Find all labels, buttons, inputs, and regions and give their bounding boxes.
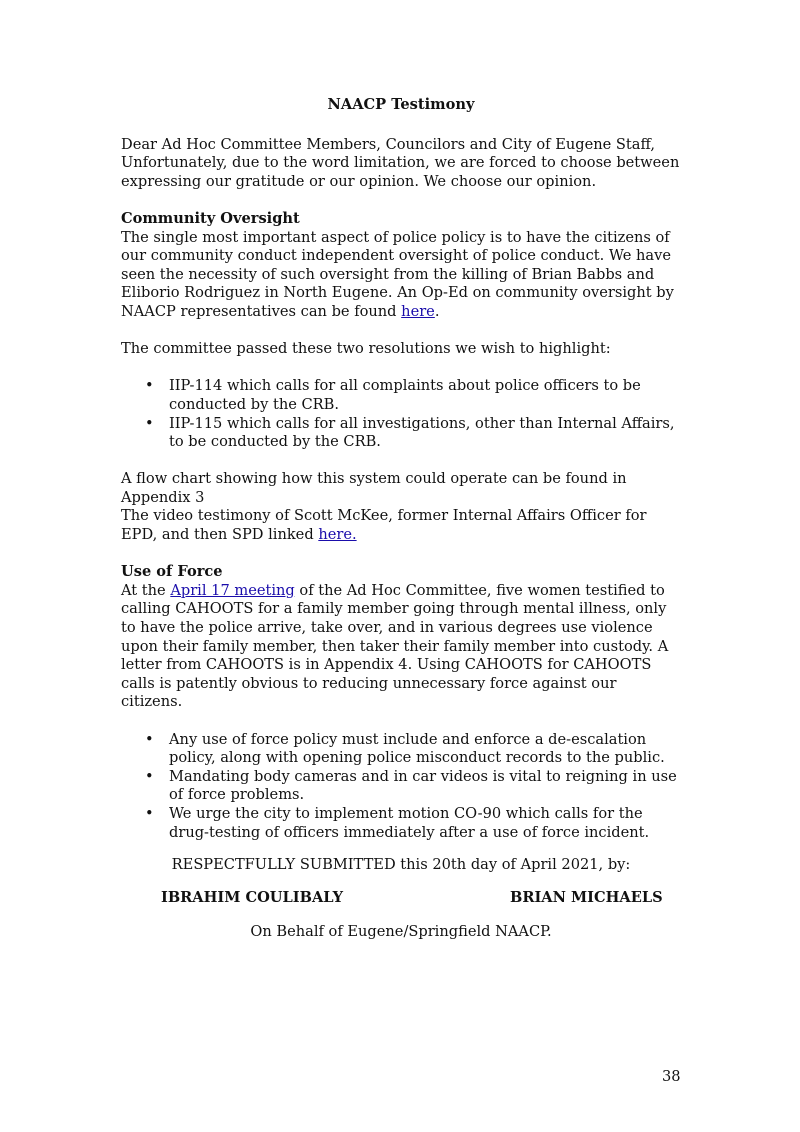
community-oversight-heading: Community Oversight bbox=[121, 209, 300, 227]
list-item: • IIP-115 which calls for all investigations, other than Internal Affairs, to be conducted by the CRB. bbox=[169, 415, 681, 452]
intro-text: Unfortunately, due to the word limitation, we are forced to choose between expressing our gratitude or our opinion. We choose our opinion. bbox=[121, 154, 680, 190]
use-of-force-list bbox=[121, 731, 681, 843]
page-title: NAACP Testimony bbox=[327, 96, 475, 113]
list-item: • Any use of force policy must include and enforce a de-escalation policy, along with opening police misconduct records to the public. bbox=[169, 731, 681, 768]
resolutions-intro: The committee passed these two resolutions we wish to highlight: bbox=[121, 340, 611, 358]
document-page bbox=[121, 96, 681, 942]
list-item: • We urge the city to implement motion CO-90 which calls for the drug-testing of officers immediately after a use of force incident. bbox=[169, 805, 681, 842]
page-number: 38 bbox=[662, 1068, 681, 1085]
submitted-line: RESPECTFULLY SUBMITTED this 20th day of April 2021, by: bbox=[171, 856, 631, 874]
use-of-force-heading: Use of Force bbox=[121, 563, 223, 581]
community-oversight-paragraph: The single most important aspect of police policy is to have the citizens of our community conduct independent oversight of police conduct. We have seen the necessity of such oversight from the killing of Brian Babbs and Eliborio Rodriguez in North Eugene. An Op-Ed on community oversight by NAACP representatives can be found here. bbox=[121, 228, 674, 320]
list-item: • IIP-114 which calls for all complaints about police officers to be conducted by the CRB. bbox=[169, 377, 681, 414]
resolutions-list bbox=[121, 377, 681, 451]
list-item: • Mandating body cameras and in car videos is vital to reigning in use of force problems. bbox=[169, 768, 681, 805]
video-testimony-link[interactable]: here. bbox=[318, 526, 357, 544]
video-testimony-text: The video testimony of Scott McKee, former Internal Affairs Officer for EPD, and then SPD linked here. bbox=[121, 507, 647, 544]
april-17-meeting-link[interactable]: April 17 meeting bbox=[170, 581, 295, 599]
behalf-line: On Behalf of Eugene/Springfield NAACP. bbox=[250, 923, 552, 941]
flowchart-text: A flow chart showing how this system could operate can be found in Appendix 3 bbox=[121, 470, 627, 506]
op-ed-link[interactable]: here bbox=[401, 302, 435, 320]
use-of-force-paragraph: At the April 17 meeting of the Ad Hoc Committee, five women testified to calling CAHOOTS for a family member going through mental illness, only to have the police arrive, take over, and in various degrees use violence upon their family member, then taker their family member into custody. A letter from CAHOOTS is in Appendix 4. Using CAHOOTS for CAHOOTS calls is patently obvious to reducing unnecessary force against our citizens. bbox=[121, 581, 669, 711]
signer-coulibaly: IBRAHIM COULIBALY bbox=[161, 888, 344, 906]
signer-michaels: BRIAN MICHAELS bbox=[510, 888, 663, 906]
signature-row bbox=[121, 889, 681, 908]
salutation: Dear Ad Hoc Committee Members, Councilors and City of Eugene Staff, bbox=[121, 135, 655, 153]
